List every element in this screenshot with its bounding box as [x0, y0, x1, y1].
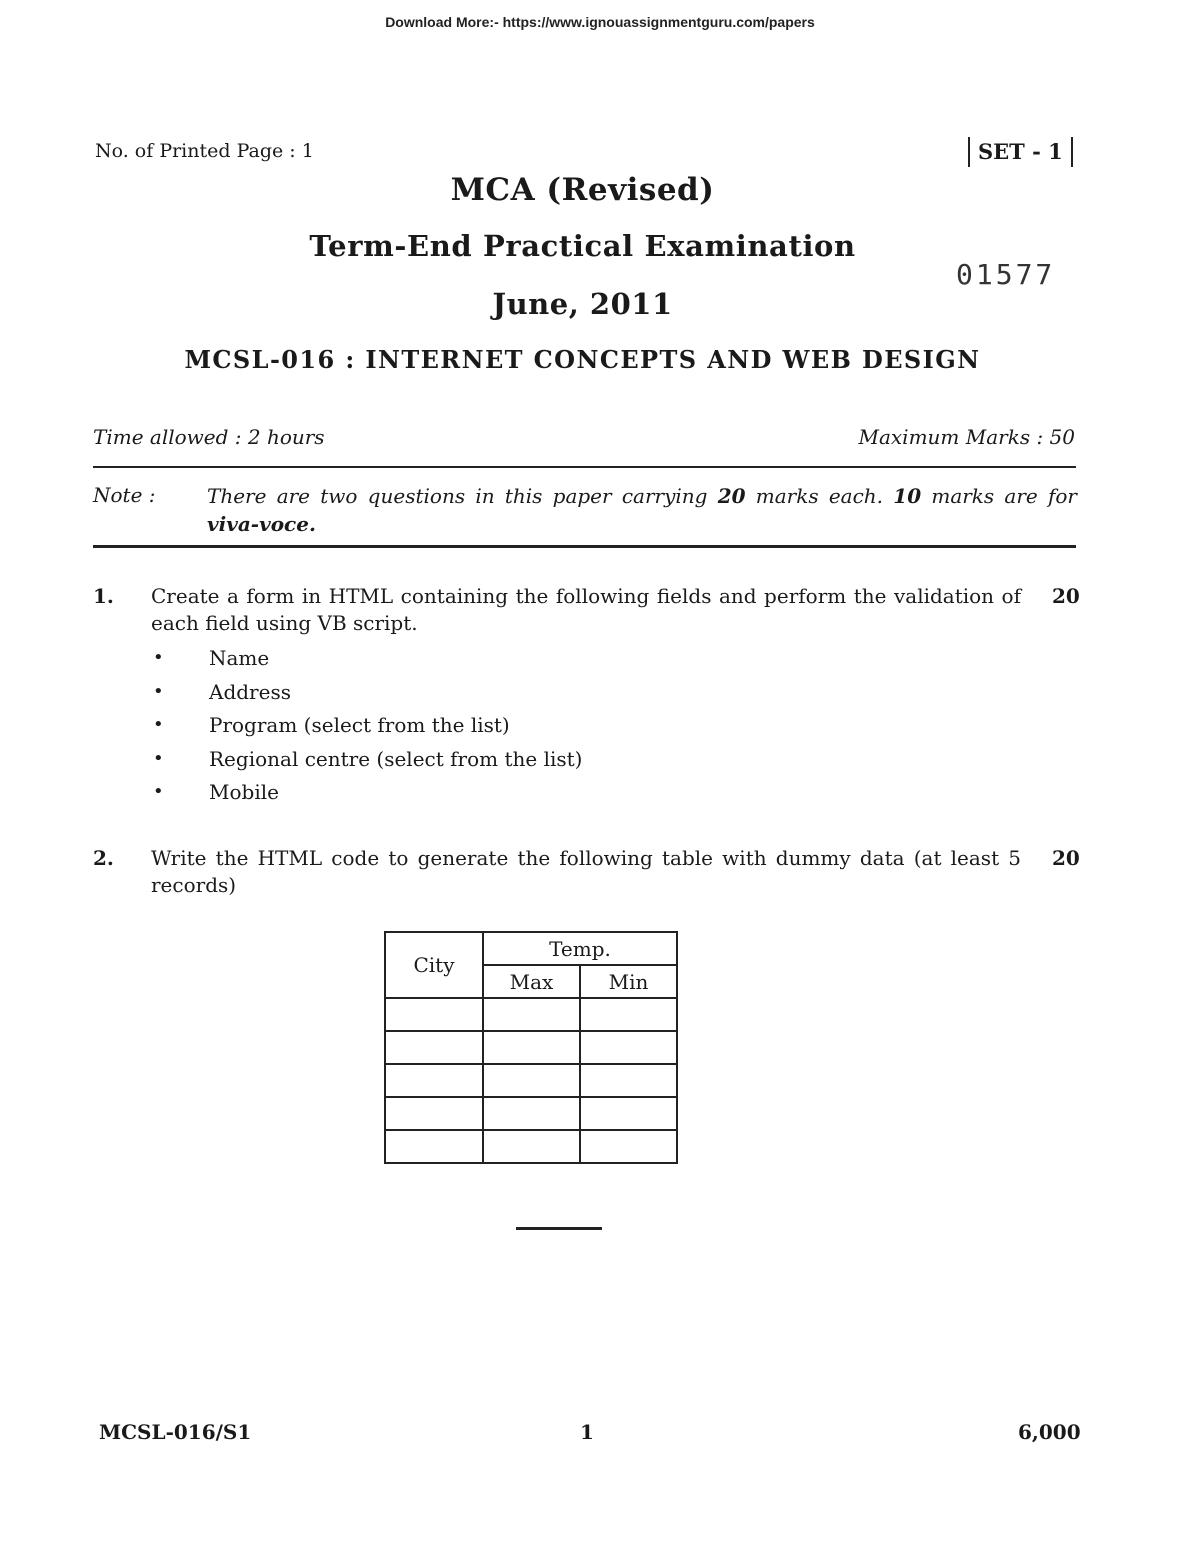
download-banner: Download More:- https://www.ignouassignmentguru.com/papers: [385, 14, 815, 30]
list-item: • Name: [151, 643, 582, 677]
course-title: MCSL-016 : INTERNET CONCEPTS AND WEB DESIGN: [184, 345, 981, 374]
bottom-divider: [93, 545, 1076, 548]
end-of-paper-rule: [516, 1227, 602, 1230]
time-allowed: Time allowed : 2 hours: [93, 425, 325, 449]
note-marks-each: 20: [717, 484, 746, 508]
question-2-number: 2.: [93, 846, 114, 870]
table-row: [385, 1130, 677, 1163]
temp-header: Temp.: [483, 932, 677, 965]
printed-pages-count: No. of Printed Page : 1: [95, 140, 314, 162]
city-header: City: [385, 932, 483, 998]
note-viva-marks: 10: [893, 484, 922, 508]
field-list: [151, 643, 582, 811]
note-text-part: There are two questions in this paper carrying: [207, 484, 718, 508]
min-header: Min: [580, 965, 677, 998]
footer-copies: 6,000: [1018, 1420, 1081, 1444]
list-item: • Address: [151, 677, 582, 711]
exam-meta-row: [93, 425, 1075, 449]
note-viva-word: viva-voce.: [207, 512, 316, 536]
list-item: • Regional centre (select from the list): [151, 744, 582, 778]
note-label: Note :: [93, 483, 156, 507]
max-header: Max: [483, 965, 580, 998]
note-text-part: marks each.: [745, 484, 894, 508]
question-2-marks: 20: [1052, 846, 1080, 870]
table-row: [385, 1031, 677, 1064]
list-item: • Mobile: [151, 777, 582, 811]
top-divider: [93, 466, 1076, 468]
program-title: MCA (Revised): [450, 172, 715, 208]
table-row: [385, 1097, 677, 1130]
table-row: [385, 1064, 677, 1097]
exam-session: June, 2011: [492, 287, 673, 321]
set-label-box: SET - 1: [968, 137, 1073, 167]
question-2-text: Write the HTML code to generate the following table with dummy data (at least 5 records): [151, 846, 1021, 897]
list-item: • Program (select from the list): [151, 710, 582, 744]
footer-page-number: 1: [580, 1420, 594, 1444]
footer-course-code: MCSL-016/S1: [99, 1420, 252, 1444]
exam-title: Term-End Practical Examination: [309, 229, 856, 263]
temperature-table: [384, 931, 678, 1164]
question-1-marks: 20: [1052, 584, 1080, 608]
table-row: [385, 998, 677, 1031]
maximum-marks: Maximum Marks : 50: [858, 425, 1075, 449]
question-1-number: 1.: [93, 584, 114, 608]
paper-code-number: 01577: [956, 258, 1056, 291]
note-text: [207, 482, 1077, 538]
question-1-text: Create a form in HTML containing the following fields and perform the validation of each field using VB script.: [151, 584, 1021, 635]
note-text-part: marks are for: [921, 484, 1077, 508]
